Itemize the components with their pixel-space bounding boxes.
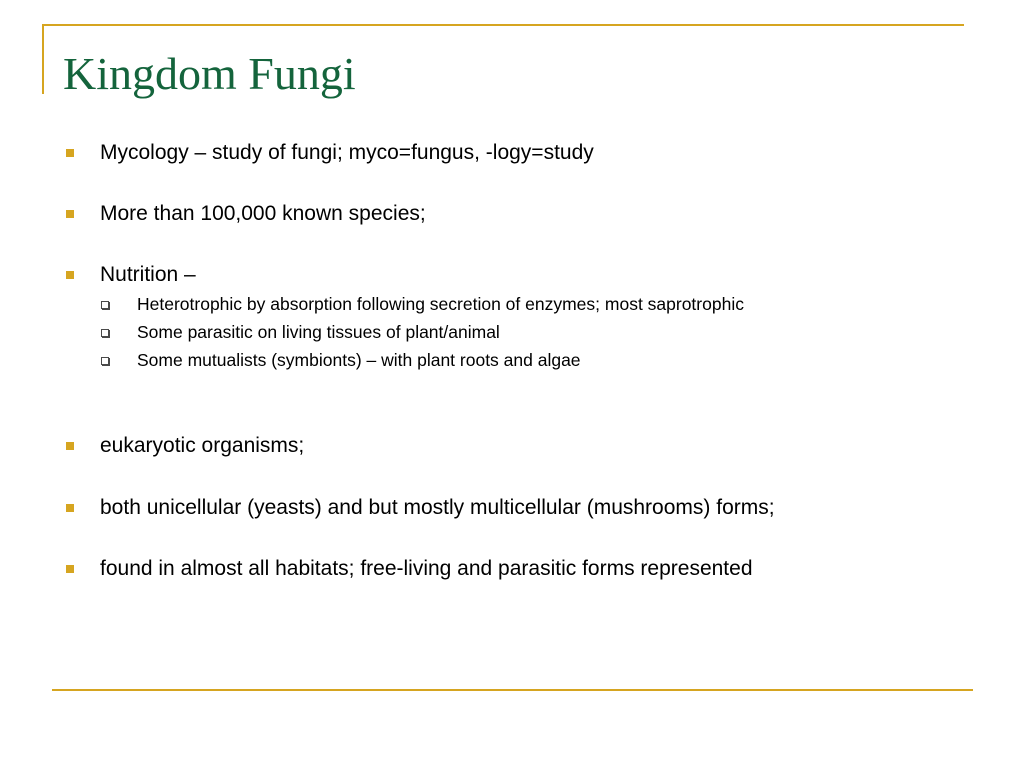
sub-bullet-text: Some parasitic on living tissues of plant/animal (137, 322, 500, 342)
square-bullet-icon (66, 149, 74, 157)
bullet-text: eukaryotic organisms; (100, 434, 305, 457)
bullet-item-habitats (0, 554, 1024, 586)
slide-title: Kingdom Fungi (63, 48, 356, 99)
bullet-text: both unicellular (yeasts) and but mostly multicellular (mushrooms) forms; (100, 496, 775, 519)
square-bullet-icon (66, 504, 74, 512)
bottom-rule (52, 689, 973, 691)
bullet-item-eukaryotic (0, 431, 1024, 463)
sub-bullet-item-heterotrophic (0, 292, 1024, 318)
square-bullet-icon (66, 271, 74, 279)
bullet-item-cellularity (0, 493, 1024, 525)
bullet-text: Nutrition – (100, 263, 196, 286)
square-bullet-icon (66, 442, 74, 450)
hollow-square-bullet-icon (101, 301, 109, 309)
hollow-square-bullet-icon (101, 357, 109, 365)
bullet-text: Mycology – study of fungi; myco=fungus, -logy=study (100, 141, 594, 164)
sub-bullet-text: Some mutualists (symbionts) – with plant roots and algae (137, 350, 581, 370)
sub-bullet-text: Heterotrophic by absorption following secretion of enzymes; most saprotrophic (137, 294, 744, 314)
sub-bullet-item-parasitic (0, 320, 1024, 346)
square-bullet-icon (66, 210, 74, 218)
bullet-item-mycology (0, 138, 1024, 170)
square-bullet-icon (66, 565, 74, 573)
left-rule (42, 24, 44, 94)
bullet-item-species (0, 199, 1024, 231)
sub-bullet-item-mutualists (0, 348, 1024, 374)
hollow-square-bullet-icon (101, 329, 109, 337)
bullet-text: found in almost all habitats; free-living and parasitic forms represented (100, 557, 753, 580)
bullet-text: More than 100,000 known species; (100, 202, 426, 225)
bullet-item-nutrition (0, 260, 1024, 292)
top-rule (42, 24, 964, 26)
